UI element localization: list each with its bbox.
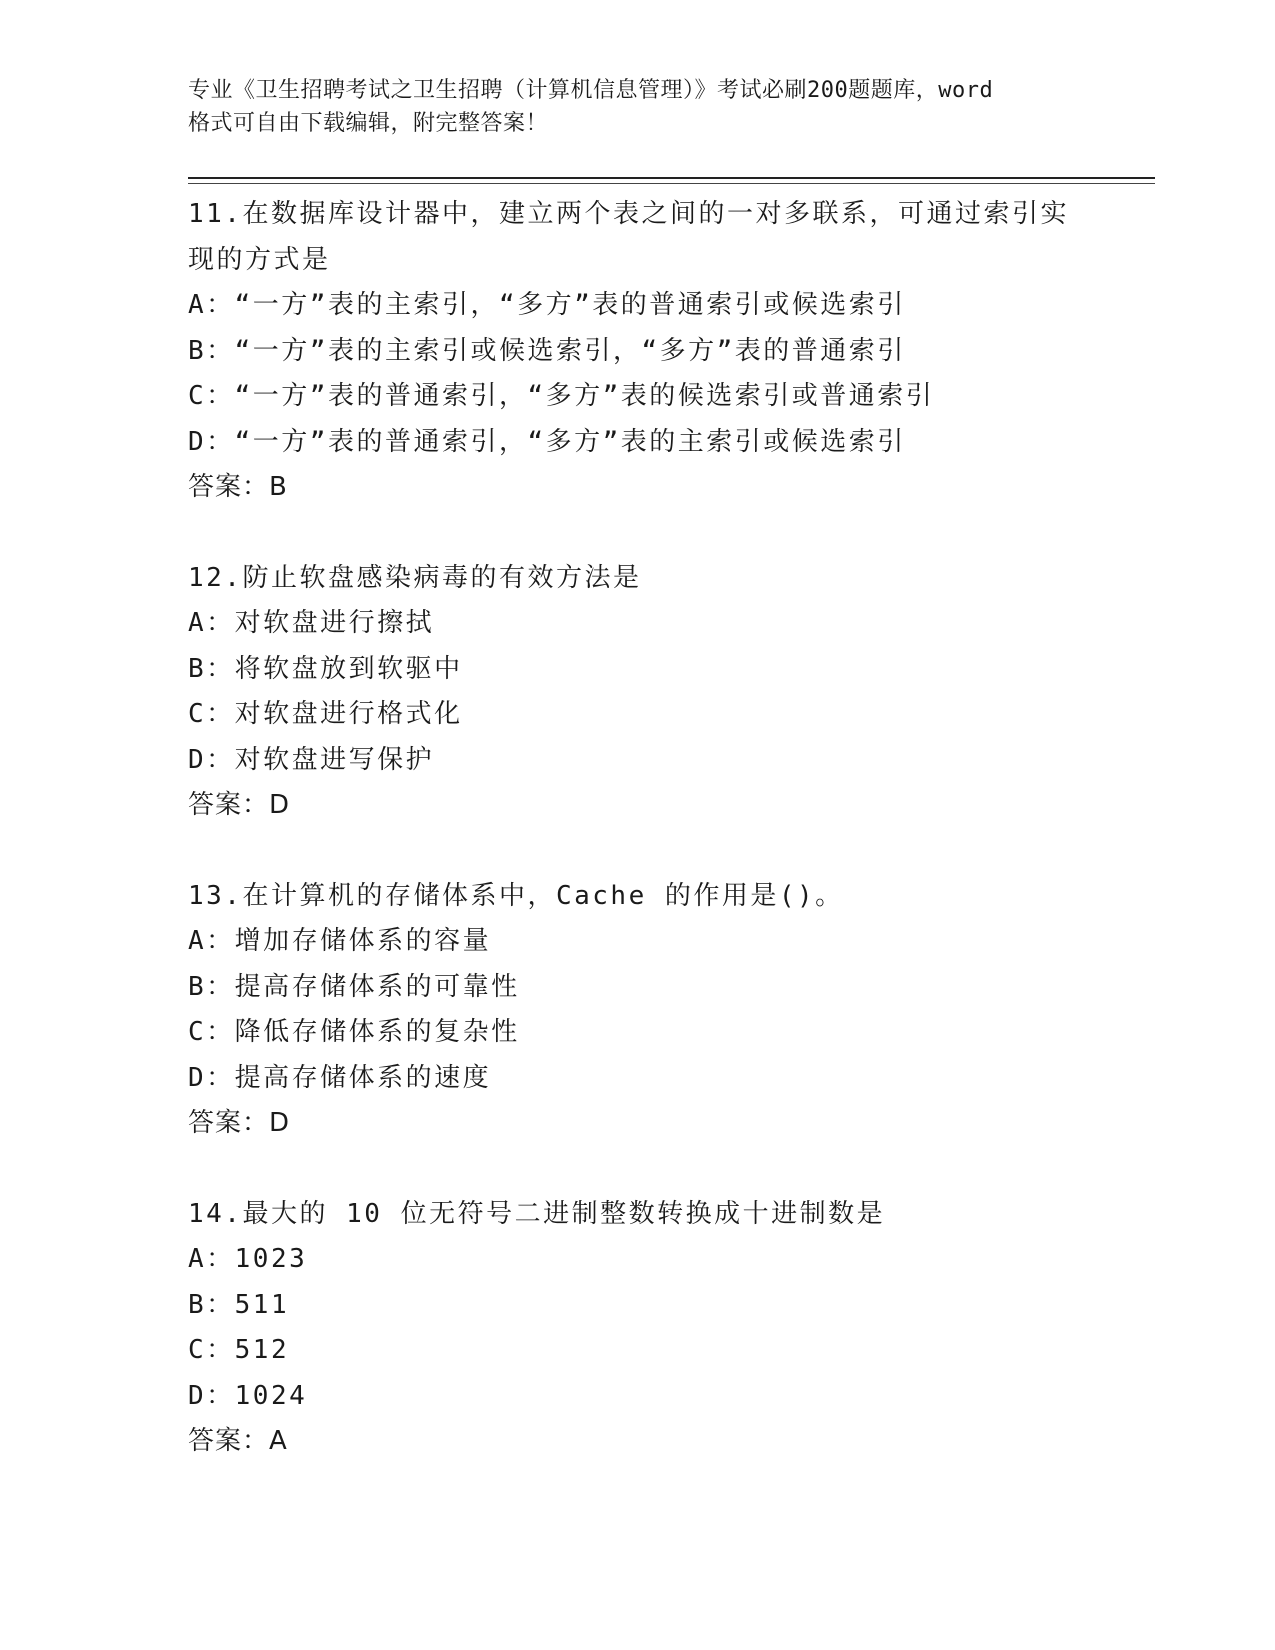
header-line-2: 格式可自由下载编辑，附完整答案！ <box>188 111 549 136</box>
option-a: A：1023 <box>188 1244 308 1274</box>
option-d: D：对软盘进写保护 <box>188 744 435 775</box>
question-11 <box>188 192 1088 511</box>
question-list <box>188 192 1088 1510</box>
answer-line: 答案：A <box>188 1426 288 1456</box>
option-b: B：提高存储体系的可靠性 <box>188 971 520 1002</box>
option-c: C：降低存储体系的复杂性 <box>188 1017 520 1047</box>
option-a: A：增加存储体系的容量 <box>188 926 492 956</box>
option-d: D：1024 <box>188 1380 308 1411</box>
answer-line: 答案：D <box>188 1108 291 1138</box>
question-stem: 14.最大的 10 位无符号二进制整数转换成十进制数是 <box>188 1198 886 1229</box>
header-line-1: 专业《卫生招聘考试之卫生招聘（计算机信息管理）》考试必刷200题题库，word <box>188 78 994 103</box>
option-c: C：对软盘进行格式化 <box>188 699 463 729</box>
option-a: A：“一方”表的主索引，“多方”表的普通索引或候选索引 <box>188 290 906 320</box>
header-divider-thick <box>188 177 1155 179</box>
option-b: B：将软盘放到软驱中 <box>188 653 463 684</box>
option-c: C：512 <box>188 1335 290 1365</box>
question-stem: 12.防止软盘感染病毒的有效方法是 <box>188 562 642 593</box>
question-14 <box>188 1192 1088 1465</box>
question-12 <box>188 556 1088 829</box>
option-a: A：对软盘进行擦拭 <box>188 608 435 638</box>
option-b: B：“一方”表的主索引或候选索引，“多方”表的普通索引 <box>188 335 906 366</box>
option-d: D：“一方”表的普通索引，“多方”表的主索引或候选索引 <box>188 426 906 457</box>
question-stem-continued: 现的方式是 <box>188 244 331 275</box>
question-stem: 11.在数据库设计器中，建立两个表之间的一对多联系，可通过索引实 <box>188 199 1069 229</box>
option-d: D：提高存储体系的速度 <box>188 1062 492 1093</box>
header-divider-thin <box>188 183 1155 184</box>
document-header <box>188 74 1088 140</box>
option-c: C：“一方”表的普通索引，“多方”表的候选索引或普通索引 <box>188 381 935 411</box>
question-13 <box>188 874 1088 1147</box>
answer-line: 答案：D <box>188 790 291 820</box>
question-stem: 13.在计算机的存储体系中，Cache 的作用是()。 <box>188 880 844 911</box>
option-b: B：511 <box>188 1289 290 1320</box>
answer-line: 答案：B <box>188 472 288 502</box>
